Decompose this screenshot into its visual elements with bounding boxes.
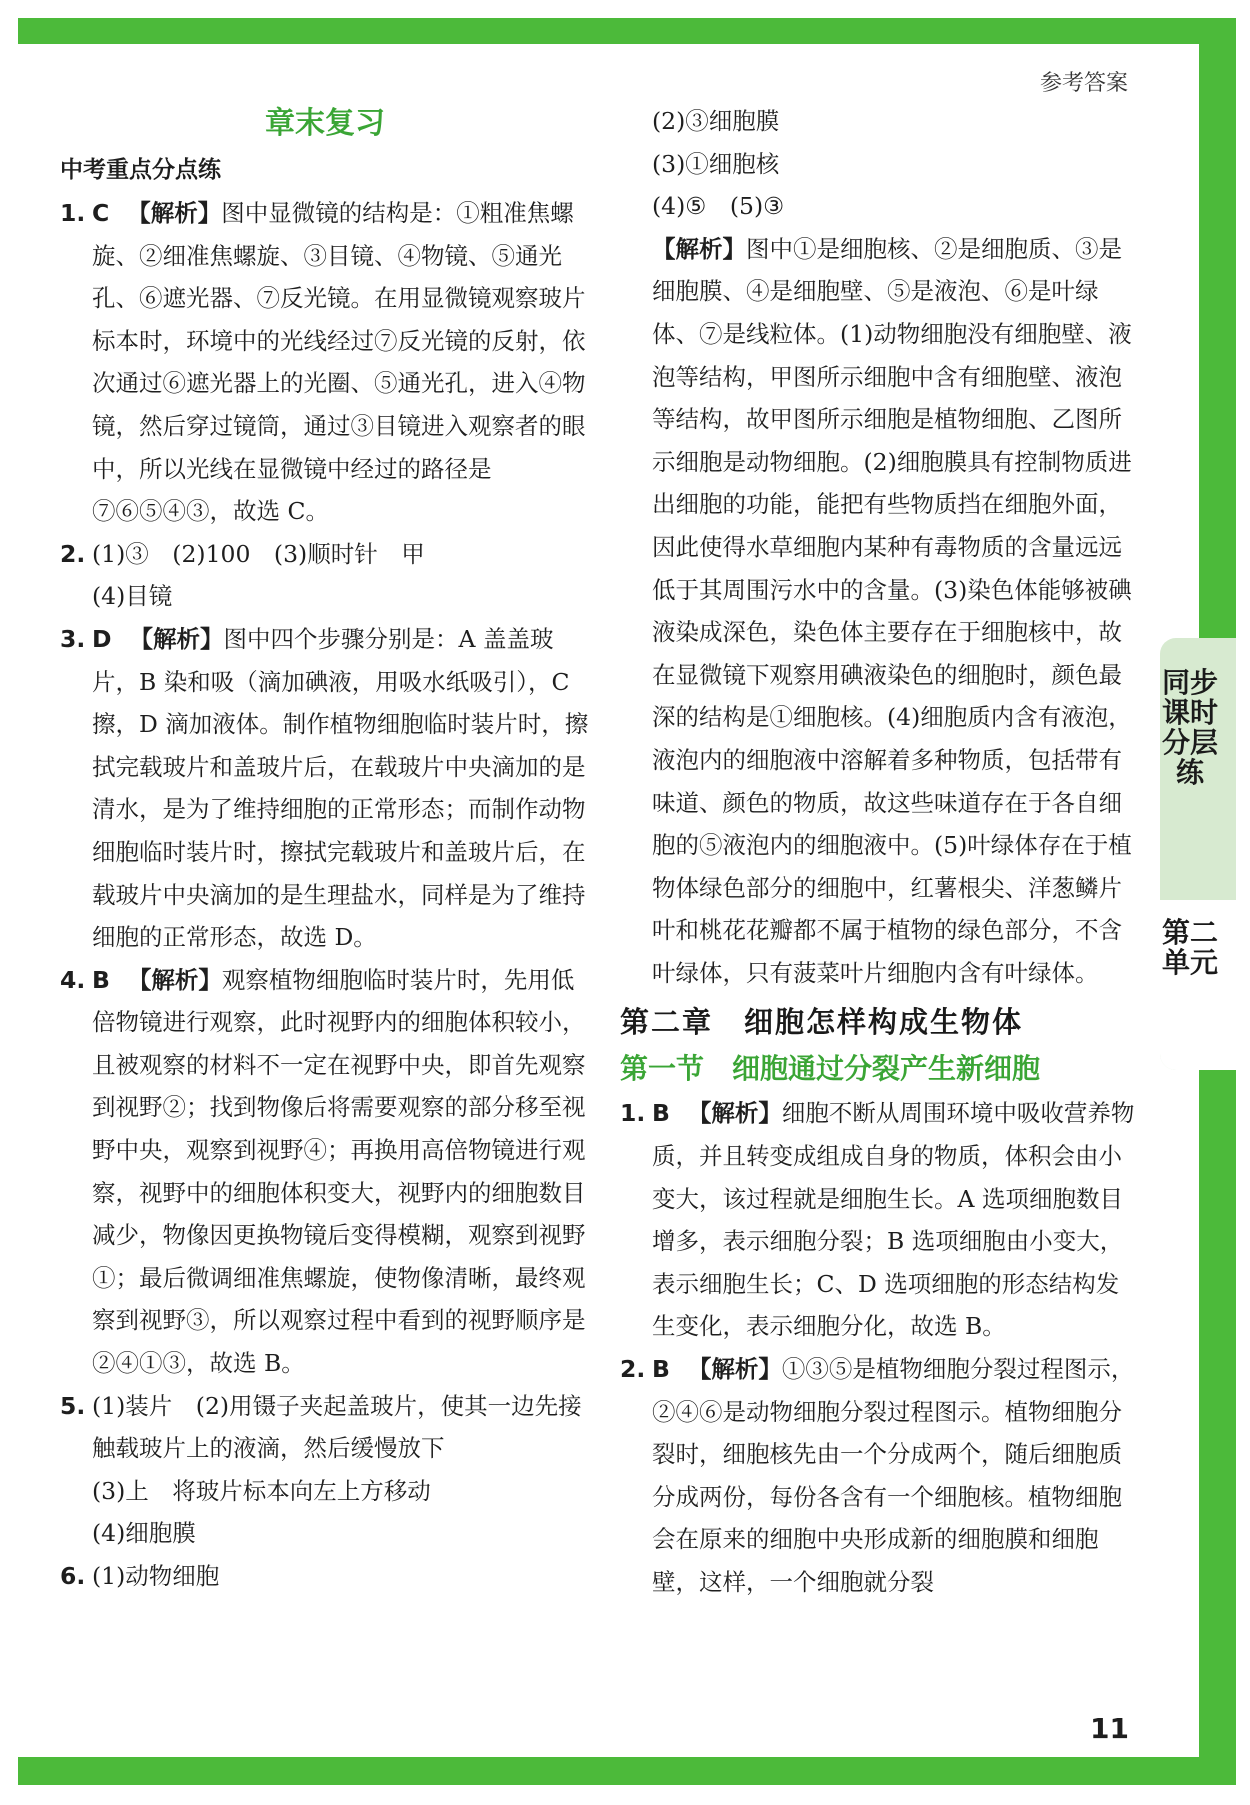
analysis-tag: 【解析】 <box>652 234 746 263</box>
answer-letter: B <box>652 1099 670 1128</box>
analysis-text: 图中①是细胞核、②是细胞质、③是细胞膜、④是细胞壁、⑤是液泡、⑥是叶绿体、⑦是线粒体。(1)动物细胞没有细胞壁、液泡等结构，甲图所示细胞中含有细胞壁、液泡等结构，故甲图所示细胞是植物细胞、乙图所示细胞是动物细胞。(2)细胞膜具有控制物质进出细胞的功能，能把有些物质挡在细胞外面，因此使得水草细胞内某种有毒物质的含量远远低于其周围污水中的含量。(3)染色体能够被碘液染成深色，染色体主要存在于细胞核中，故在显微镜下观察用碘液染色的细胞时，颜色最深的结构是①细胞核。(4)细胞质内含有液泡，液泡内的细胞液中溶解着多种物质，包括带有味道、颜色的物质，故这些味道存在于各自细胞的⑤液泡内的细胞液中。(5)叶绿体存在于植物体绿色部分的细胞中，红薯根尖、洋葱鳞片叶和桃花花瓣都不属于植物的绿色部分，不含叶绿体，只有菠菜叶片细胞内含有叶绿体。 <box>652 234 1132 987</box>
bottom-green-band <box>18 1757 1236 1785</box>
page-number: 11 <box>1090 1712 1129 1745</box>
analysis-tag: 【解析】 <box>127 199 222 227</box>
analysis-tag: 【解析】 <box>127 965 222 994</box>
right-green-band-upper <box>1199 18 1236 638</box>
question-number: 1. <box>60 199 86 227</box>
side-tab-unit: 第二单元 <box>1161 916 1218 979</box>
analysis-tag: 【解析】 <box>129 624 224 653</box>
question-5 <box>60 1385 590 1470</box>
answer-text: (1)动物细胞 <box>92 1562 220 1590</box>
question-number: 1. <box>620 1099 646 1128</box>
answer-letter: C <box>92 199 110 227</box>
right-green-band-lower <box>1199 1070 1236 1785</box>
analysis-tag: 【解析】 <box>687 1355 782 1384</box>
answer-text: (4)⑤ (5)③ <box>652 192 785 221</box>
side-tab-series: 同步课时分层练 <box>1161 666 1218 789</box>
section-subtitle: 中考重点分点练 <box>60 157 221 183</box>
chapter-title: 第二章 细胞怎样构成生物体 <box>620 1005 1024 1040</box>
question-1 <box>60 192 590 533</box>
question-number: 3. <box>60 624 86 653</box>
question-number: 2. <box>620 1355 646 1384</box>
analysis-text: ①③⑤是植物细胞分裂过程图示，②④⑥是动物细胞分裂过程图示。植物细胞分裂时，细胞核先由一个分成两个，随后细胞质分成两份，每份各含有一个细胞核。植物细胞会在原来的细胞中央形成新的细胞膜和细胞壁，这样，一个细胞就分裂 <box>652 1355 1135 1596</box>
section-heading: 第一节 细胞通过分裂产生新细胞 <box>620 1052 1041 1086</box>
answer-text: (4)目镜 <box>92 582 173 611</box>
question-3 <box>60 618 590 959</box>
analysis-text: 图中四个步骤分别是：A 盖盖玻片，B 染和吸（滴加碘液，用吸水纸吸引），C 擦，D 滴加液体。制作植物细胞临时装片时，擦拭完载玻片和盖玻片后，在载玻片中央滴加的是清水，是为了维持细胞的正常形态；而制作动物细胞临时装片时，擦拭完载玻片和盖玻片后，在载玻片中央滴加的是生理盐水，同样是为了维持细胞的正常形态，故选 D。 <box>92 624 589 952</box>
header-label: 参考答案 <box>1039 71 1128 96</box>
question-number: 5. <box>60 1391 86 1420</box>
question-number: 2. <box>60 539 86 568</box>
question-2 <box>60 533 590 576</box>
question-4 <box>60 959 590 1385</box>
question-6 <box>60 1555 590 1598</box>
top-green-band <box>18 18 1236 44</box>
answer-letter: B <box>92 965 110 994</box>
left-column <box>60 100 590 1598</box>
question-2 <box>620 1348 1140 1604</box>
question-number: 6. <box>60 1562 86 1590</box>
answer-text: (4)细胞膜 <box>92 1519 196 1548</box>
analysis-tag: 【解析】 <box>687 1099 782 1128</box>
question-1 <box>620 1092 1140 1348</box>
right-column <box>620 100 1140 1604</box>
answer-text: (1)装片 (2)用镊子夹起盖玻片，使其一边先接触载玻片上的液滴，然后缓慢放下 <box>92 1391 582 1463</box>
analysis-text: 观察植物细胞临时装片时，先用低倍物镜进行观察，此时视野内的细胞体积较小，且被观察的材料不一定在视野中央，即首先观察到视野②；找到物像后将需要观察的部分移至视野中央，观察到视野④；再换用高倍物镜进行观察，视野中的细胞体积变大，视野内的细胞数目减少，物像因更换物镜后变得模糊，观察到视野①；最后微调细准焦螺旋，使物像清晰，最终观察到视野③，所以观察过程中看到的视野顺序是②④①③，故选 B。 <box>92 965 586 1378</box>
question-number: 4. <box>60 965 86 994</box>
analysis-text: 细胞不断从周围环境中吸收营养物质，并且转变成组成自身的物质，体积会由小变大，该过程就是细胞生长。A 选项细胞数目增多，表示细胞分裂；B 选项细胞由小变大，表示细胞生长；C、D 选项细胞的形态结构发生变化，表示细胞分化，故选 B。 <box>652 1099 1135 1341</box>
answer-text: (3)①细胞核 <box>652 149 780 178</box>
answer-letter: D <box>92 624 112 653</box>
analysis-text: 图中显微镜的结构是：①粗准焦螺旋、②细准焦螺旋、③目镜、④物镜、⑤通光孔、⑥遮光器、⑦反光镜。在用显微镜观察玻片标本时，环境中的光线经过⑦反光镜的反射，依次通过⑥遮光器上的光圈、⑤通光孔，进入④物镜，然后穿过镜筒，通过③目镜进入观察者的眼中，所以光线在显微镜中经过的路径是⑦⑥⑤④③，故选 C。 <box>92 199 586 526</box>
answer-letter: B <box>652 1355 670 1384</box>
answer-text: (3)上 将玻片标本向左上方移动 <box>92 1476 431 1505</box>
section-title: 章末复习 <box>265 106 385 141</box>
answer-text: (2)③细胞膜 <box>652 107 780 135</box>
answer-text: (1)③ (2)100 (3)顺时针 甲 <box>92 539 425 568</box>
